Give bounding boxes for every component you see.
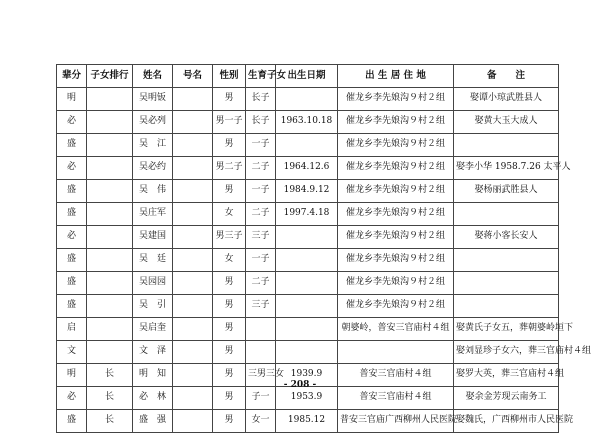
cell-gender: 男 xyxy=(213,410,246,433)
cell-style-name xyxy=(173,249,213,272)
cell-gender: 男 xyxy=(213,318,246,341)
cell-name: 文 泽 xyxy=(133,341,173,364)
cell-order xyxy=(87,203,133,226)
cell-gender: 男 xyxy=(213,341,246,364)
cell-order xyxy=(87,157,133,180)
cell-child-rank: 子一 xyxy=(246,387,276,410)
cell-name: 吴 伟 xyxy=(133,180,173,203)
header-birth-date: 出生日期 xyxy=(276,65,338,88)
cell-residence: 普安三官庙村４组 xyxy=(338,387,454,410)
table-row xyxy=(57,203,559,226)
cell-style-name xyxy=(173,295,213,318)
cell-remarks: 娶杨丽武胜县人 xyxy=(454,180,559,203)
cell-name: 吴 引 xyxy=(133,295,173,318)
cell-residence: 催龙乡李先娘沟９村２组 xyxy=(338,134,454,157)
cell-name: 必 林 xyxy=(133,387,173,410)
cell-child-rank: 三男三女 xyxy=(246,364,276,387)
cell-generation: 必 xyxy=(57,226,87,249)
cell-child-rank: 三子 xyxy=(246,226,276,249)
cell-name: 吴必列 xyxy=(133,111,173,134)
cell-order xyxy=(87,88,133,111)
cell-style-name xyxy=(173,226,213,249)
cell-generation: 盛 xyxy=(57,249,87,272)
cell-style-name xyxy=(173,341,213,364)
table-row xyxy=(57,111,559,134)
cell-generation: 盛 xyxy=(57,272,87,295)
cell-remarks xyxy=(454,295,559,318)
header-style-name: 号名 xyxy=(173,65,213,88)
table-row xyxy=(57,341,559,364)
cell-residence: 催龙乡李先娘沟９村２组 xyxy=(338,272,454,295)
header-generation: 辈分 xyxy=(57,65,87,88)
cell-style-name xyxy=(173,134,213,157)
cell-name: 吴 江 xyxy=(133,134,173,157)
cell-remarks: 娶余金芳现云南务工 xyxy=(454,387,559,410)
cell-order xyxy=(87,295,133,318)
cell-residence: 催龙乡李先娘沟９村２组 xyxy=(338,180,454,203)
cell-generation: 盛 xyxy=(57,410,87,433)
cell-birth-date xyxy=(276,295,338,318)
cell-birth-date xyxy=(276,272,338,295)
cell-name: 吴园园 xyxy=(133,272,173,295)
cell-residence: 催龙乡李先娘沟９村２组 xyxy=(338,111,454,134)
cell-residence: 催龙乡李先娘沟９村２组 xyxy=(338,226,454,249)
cell-gender: 男一子 xyxy=(213,111,246,134)
cell-gender: 男 xyxy=(213,180,246,203)
cell-child-rank: 三子 xyxy=(246,295,276,318)
cell-gender: 男二子 xyxy=(213,157,246,180)
table-row xyxy=(57,134,559,157)
cell-residence: 催龙乡李先娘沟９村２组 xyxy=(338,203,454,226)
cell-style-name xyxy=(173,318,213,341)
cell-child-rank xyxy=(246,318,276,341)
cell-birth-date: 1984.9.12 xyxy=(276,180,338,203)
cell-remarks: 娶罗大英，葬三官庙村４组 xyxy=(454,364,559,387)
header-gender: 性别 xyxy=(213,65,246,88)
cell-gender: 男 xyxy=(213,387,246,410)
table-row xyxy=(57,180,559,203)
cell-birth-date: 1939.9 xyxy=(276,364,338,387)
cell-generation: 盛 xyxy=(57,180,87,203)
cell-birth-date xyxy=(276,226,338,249)
cell-style-name xyxy=(173,410,213,433)
cell-remarks: 娶黄大玉大成人 xyxy=(454,111,559,134)
cell-generation: 必 xyxy=(57,157,87,180)
cell-generation: 必 xyxy=(57,387,87,410)
cell-name: 吴建国 xyxy=(133,226,173,249)
cell-residence: 催龙乡李先娘沟９村２组 xyxy=(338,249,454,272)
cell-order xyxy=(87,226,133,249)
cell-remarks: 娶李小华 1958.7.26 太平人 xyxy=(454,157,559,180)
cell-style-name xyxy=(173,203,213,226)
table-row xyxy=(57,249,559,272)
header-name: 姓名 xyxy=(133,65,173,88)
cell-generation: 文 xyxy=(57,341,87,364)
cell-birth-date: 1963.10.18 xyxy=(276,111,338,134)
cell-remarks xyxy=(454,272,559,295)
cell-child-rank: 长子 xyxy=(246,111,276,134)
cell-child-rank: 二子 xyxy=(246,157,276,180)
cell-gender: 男 xyxy=(213,88,246,111)
cell-order xyxy=(87,111,133,134)
cell-generation: 启 xyxy=(57,318,87,341)
header-residence: 出 生 居 住 地 xyxy=(338,65,454,88)
table-row xyxy=(57,295,559,318)
cell-remarks xyxy=(454,249,559,272)
cell-generation: 盛 xyxy=(57,295,87,318)
cell-residence: 催龙乡李先娘沟９村２组 xyxy=(338,295,454,318)
cell-generation: 盛 xyxy=(57,203,87,226)
cell-name: 吴必约 xyxy=(133,157,173,180)
page-number: - 208 - xyxy=(283,380,317,390)
cell-generation: 明 xyxy=(57,364,87,387)
cell-generation: 明 xyxy=(57,88,87,111)
genealogy-table xyxy=(56,64,592,433)
cell-child-rank: 长子 xyxy=(246,88,276,111)
cell-child-rank: 一子 xyxy=(246,134,276,157)
cell-remarks: 娶黄氏子女五，葬朝婆岭垣下 xyxy=(454,318,559,341)
table-row xyxy=(57,318,559,341)
cell-style-name xyxy=(173,180,213,203)
cell-name: 吴明钣 xyxy=(133,88,173,111)
header-child-rank: 生育子女 xyxy=(246,65,276,88)
cell-child-rank: 一子 xyxy=(246,180,276,203)
cell-birth-date xyxy=(276,88,338,111)
cell-name: 吴 廷 xyxy=(133,249,173,272)
cell-residence: 普安三官庙广西柳州人民医院 xyxy=(338,410,454,433)
cell-birth-date xyxy=(276,318,338,341)
cell-gender: 男 xyxy=(213,295,246,318)
cell-birth-date xyxy=(276,341,338,364)
cell-residence: 催龙乡李先娘沟９村２组 xyxy=(338,157,454,180)
cell-order: 长 xyxy=(87,410,133,433)
cell-birth-date: 1985.12 xyxy=(276,410,338,433)
cell-gender: 男 xyxy=(213,134,246,157)
cell-remarks: 娶刘显珍子女六，葬三官庙村４组 xyxy=(454,341,559,364)
cell-birth-date: 1953.9 xyxy=(276,387,338,410)
cell-child-rank: 女一 xyxy=(246,410,276,433)
cell-child-rank: 二子 xyxy=(246,272,276,295)
cell-remarks: 娶魏氏，广西柳州市人民医院 xyxy=(454,410,559,433)
cell-child-rank xyxy=(246,341,276,364)
cell-remarks xyxy=(454,203,559,226)
cell-birth-date xyxy=(276,249,338,272)
cell-remarks: 娶蒋小客长安人 xyxy=(454,226,559,249)
cell-generation: 必 xyxy=(57,111,87,134)
header-birth-order: 子女排行 xyxy=(87,65,133,88)
cell-gender: 女 xyxy=(213,203,246,226)
cell-gender: 女 xyxy=(213,249,246,272)
cell-name: 明 知 xyxy=(133,364,173,387)
cell-name: 盛 强 xyxy=(133,410,173,433)
cell-remarks xyxy=(454,134,559,157)
cell-birth-date xyxy=(276,134,338,157)
table-row xyxy=(57,410,559,433)
cell-gender: 男 xyxy=(213,364,246,387)
cell-generation: 盛 xyxy=(57,134,87,157)
table-row xyxy=(57,226,559,249)
cell-order xyxy=(87,318,133,341)
cell-order xyxy=(87,134,133,157)
cell-residence: 朝婆岭，普安三官庙村４组 xyxy=(338,318,454,341)
header-row xyxy=(57,65,559,88)
cell-remarks: 娶谭小琼武胜县人 xyxy=(454,88,559,111)
cell-style-name xyxy=(173,157,213,180)
table-row xyxy=(57,157,559,180)
cell-child-rank: 二子 xyxy=(246,203,276,226)
cell-birth-date: 1997.4.18 xyxy=(276,203,338,226)
cell-residence xyxy=(338,341,454,364)
table-row xyxy=(57,272,559,295)
cell-child-rank: 一子 xyxy=(246,249,276,272)
header-remarks: 备 注 xyxy=(454,65,559,88)
cell-order xyxy=(87,180,133,203)
cell-order xyxy=(87,272,133,295)
cell-birth-date: 1964.12.6 xyxy=(276,157,338,180)
cell-name: 吴庄军 xyxy=(133,203,173,226)
cell-residence: 催龙乡李先娘沟９村２组 xyxy=(338,88,454,111)
cell-gender: 男三子 xyxy=(213,226,246,249)
cell-style-name xyxy=(173,272,213,295)
cell-order: 长 xyxy=(87,387,133,410)
cell-gender: 男 xyxy=(213,272,246,295)
cell-style-name xyxy=(173,111,213,134)
cell-name: 吴启奎 xyxy=(133,318,173,341)
cell-order xyxy=(87,341,133,364)
cell-order xyxy=(87,249,133,272)
cell-residence: 普安三官庙村４组 xyxy=(338,364,454,387)
cell-order: 长 xyxy=(87,364,133,387)
table-row xyxy=(57,88,559,111)
cell-style-name xyxy=(173,88,213,111)
